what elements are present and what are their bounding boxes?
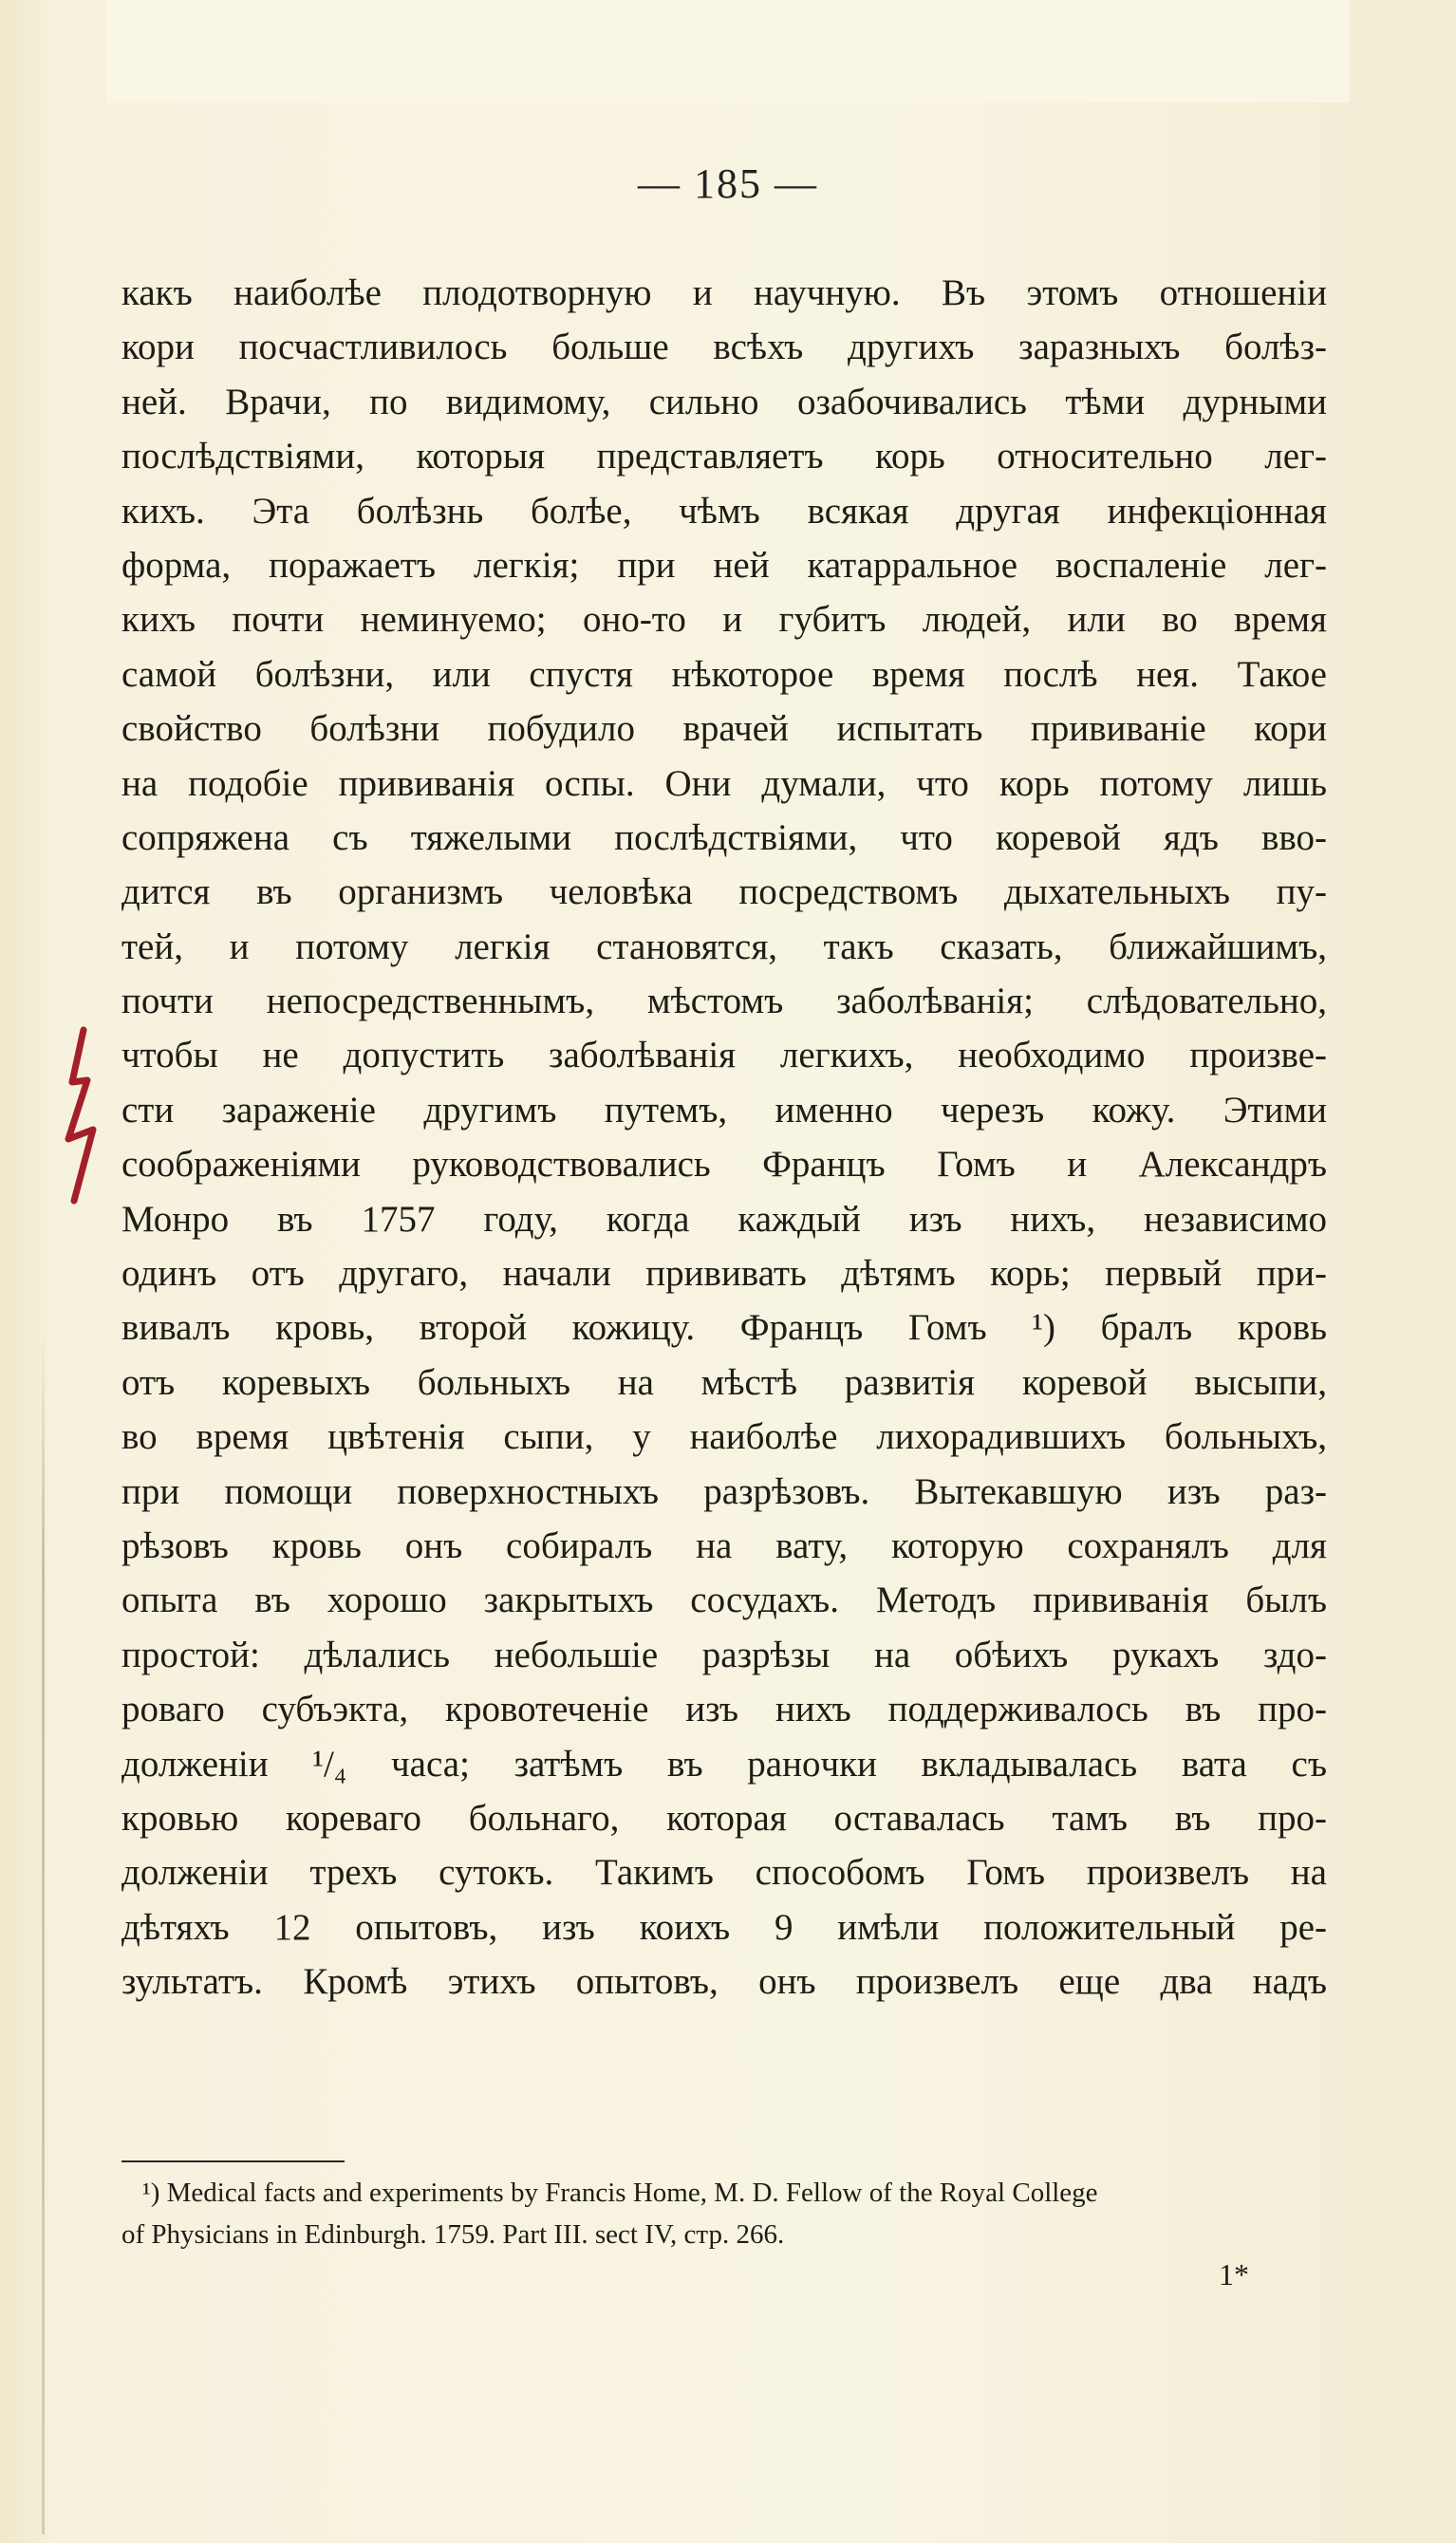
footnote-divider (121, 2160, 345, 2162)
text-line: сти зараженіе другимъ путемъ, именно черезъ кожу. Этими (121, 1089, 1327, 1131)
page-binding-edge (42, 1329, 45, 2534)
text-line: отъ коревыхъ больныхъ на мѣстѣ развитія коревой высыпи, (121, 1361, 1327, 1403)
text-line: послѣдствіями, которыя представляетъ корь относительно лег- (121, 436, 1327, 477)
text-line: роваго субъэкта, кровотеченіе изъ нихъ поддерживалось въ про- (121, 1689, 1327, 1730)
signature-mark: 1* (1219, 2257, 1249, 2291)
text-line: ней. Врачи, по видимому, сильно озабочивались тѣми дурными (121, 381, 1327, 422)
text-line: на подобіе прививанія оспы. Они думали, что корь потому лишь (121, 762, 1327, 804)
text-line: кори посчастливилось больше всѣхъ другихъ заразныхъ болѣз- (121, 327, 1327, 368)
body-text (121, 266, 1327, 2010)
text-line: при помощи поверхностныхъ разрѣзовъ. Вытекавшую изъ раз- (121, 1470, 1327, 1512)
text-line: соображеніями руководствовались Францъ Гомъ и Александръ (121, 1144, 1327, 1186)
text-line: во время цвѣтенія сыпи, у наиболѣе лихорадившихъ больныхъ, (121, 1416, 1327, 1458)
text-line: свойство болѣзни побудило врачей испытать прививаніе кори (121, 708, 1327, 750)
text-line: долженіи ¹/₄ часа; затѣмъ въ ранoчки вкладывалась вата съ (121, 1743, 1327, 1785)
text-line: дѣтяхъ 12 опытовъ, изъ коихъ 9 имѣли положительный ре- (121, 1906, 1327, 1948)
text-line: тей, и потому легкія становятся, такъ сказать, ближайшимъ, (121, 926, 1327, 967)
text-line: простой: дѣлались небольшіе разрѣзы на обѣихъ рукахъ здо- (121, 1634, 1327, 1675)
text-line: опыта въ хорошо закрытыхъ сосудахъ. Методъ прививанія былъ (121, 1580, 1327, 1621)
text-line: чтобы не допустить заболѣванія легкихъ, необходимо произве- (121, 1035, 1327, 1076)
text-line: Монро въ 1757 году, когда каждый изъ нихъ, независимо (121, 1198, 1327, 1240)
text-line: какъ наиболѣе плодотворную и научную. Въ этомъ отношеніи (121, 272, 1327, 313)
text-line: самой болѣзни, или спустя нѣкоторое время послѣ нея. Такое (121, 653, 1327, 695)
text-line: дится въ организмъ человѣка посредствомъ дыхательныхъ пу- (121, 871, 1327, 913)
text-line: почти непосредственнымъ, мѣстомъ заболѣванія; слѣдовательно, (121, 981, 1327, 1022)
text-line: рѣзовъ кровь онъ собиралъ на вату, которую сохранялъ для (121, 1524, 1327, 1566)
footnote-line: ¹) Medical facts and experiments by Francis Home, M. D. Fellow of the Royal College (142, 2178, 1098, 2208)
red-margin-mark-icon (55, 1025, 112, 1206)
text-line: сопряжена съ тяжелыми послѣдствіями, что коревой ядъ вво- (121, 816, 1327, 858)
text-line: форма, поражаетъ легкія; при ней катарральное воспаленіе лег- (121, 544, 1327, 586)
page-top-strip (106, 0, 1350, 103)
text-line: кихъ почти неминуемо; оно-то и губитъ людей, или во время (121, 599, 1327, 641)
text-line: долженіи трехъ сутокъ. Такимъ способомъ Гомъ произвелъ на (121, 1852, 1327, 1894)
text-line: кихъ. Эта болѣзнь болѣе, чѣмъ всякая другая инфекціонная (121, 490, 1327, 532)
text-line: кровью кореваго больнаго, которая оставалась тамъ въ про- (121, 1797, 1327, 1839)
text-line: вивалъ кровь, второй кожицу. Францъ Гомъ ¹) бралъ кровь (121, 1307, 1327, 1349)
page-number: — 185 — (638, 160, 818, 207)
text-line: зультатъ. Кромѣ этихъ опытовъ, онъ произвелъ еще два надъ (121, 1961, 1327, 2003)
text-line: одинъ отъ другаго, начали прививать дѣтямъ корь; первый при- (121, 1253, 1327, 1295)
footnote (121, 2172, 1329, 2255)
footnote-line: of Physicians in Edinburgh. 1759. Part III. sect IV, стр. 266. (121, 2219, 785, 2250)
